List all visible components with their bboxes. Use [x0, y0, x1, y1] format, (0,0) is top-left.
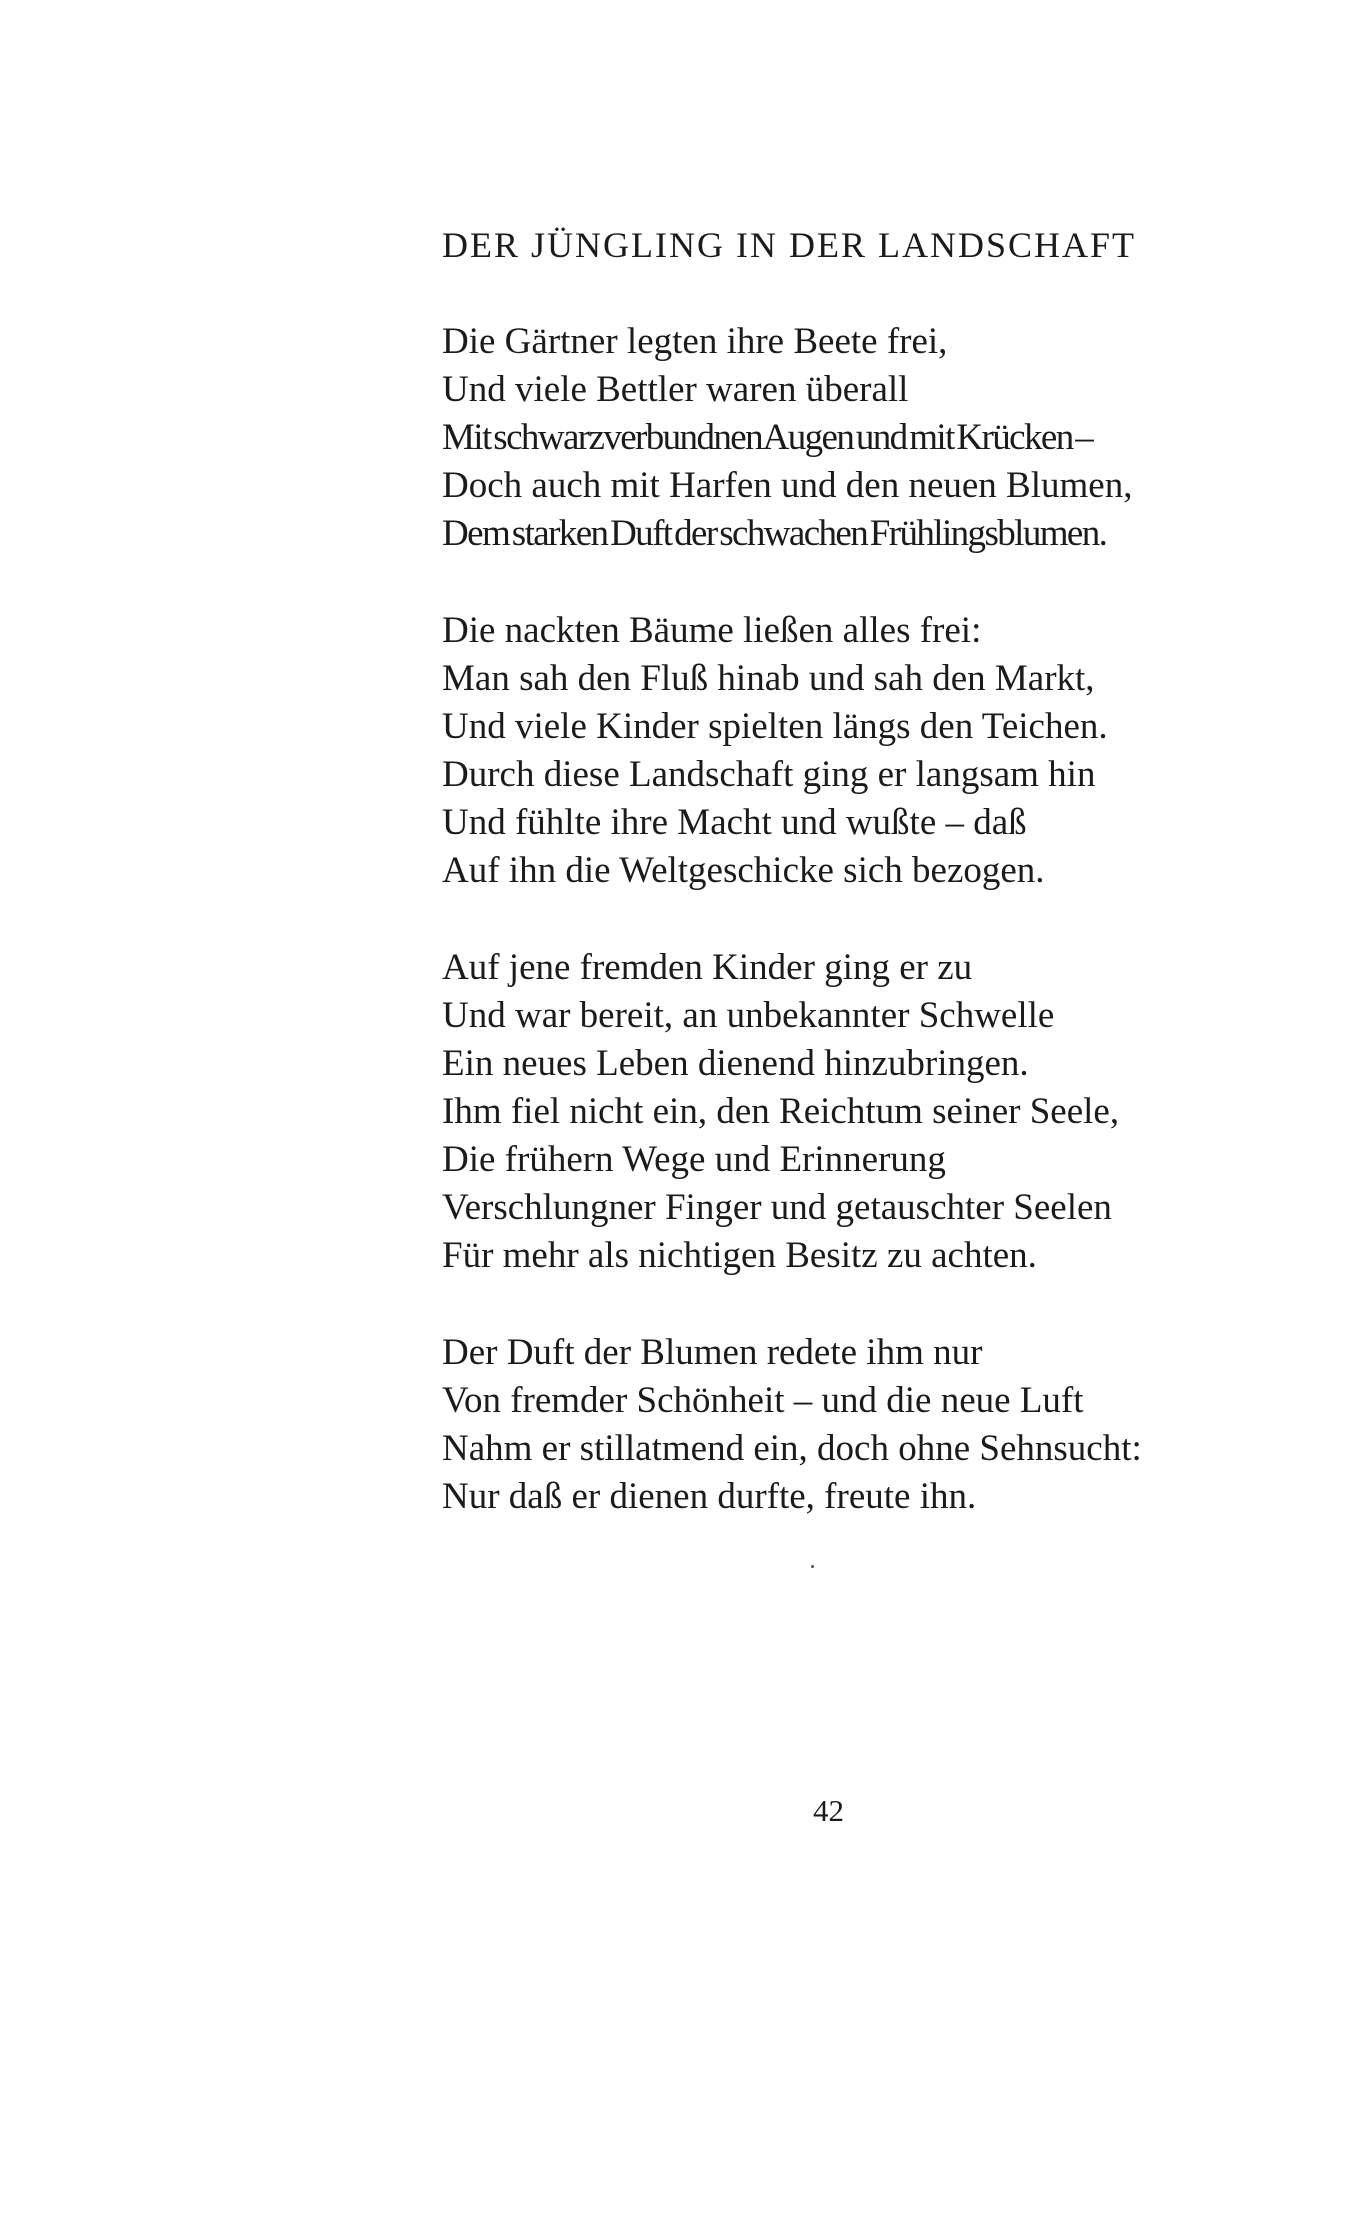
poem-line: Die Gärtner legten ihre Beete frei, [442, 321, 948, 362]
poem-line: Die nackten Bäume ließen alles frei: [442, 610, 982, 651]
poem-line: Die frühern Wege und Erinnerung [442, 1139, 946, 1180]
poem-line: Und fühlte ihre Macht und wußte – daß [442, 802, 1027, 843]
poem-line: Man sah den Fluß hinab und sah den Markt, [442, 658, 1095, 699]
poem-title: DER JÜNGLING IN DER LANDSCHAFT [442, 225, 1136, 265]
poem-line: Und viele Bettler waren überall [442, 369, 909, 410]
poem-line: Mit schwarzverbundnen Augen und mit Krücken – [442, 417, 1093, 458]
poem-line: Ein neues Leben dienend hinzubringen. [442, 1043, 1029, 1084]
poem-line: Der Duft der Blumen redete ihm nur [442, 1332, 983, 1373]
poem-line: Für mehr als nichtigen Besitz zu achten. [442, 1235, 1037, 1276]
poem-line: Auf ihn die Weltgeschicke sich bezogen. [442, 850, 1045, 891]
poem-line: Und viele Kinder spielten längs den Teichen. [442, 706, 1108, 747]
print-speck [811, 1565, 814, 1568]
page-number: 42 [813, 1793, 844, 1828]
poem-line: Verschlungner Finger und getauschter Seelen [442, 1187, 1112, 1228]
poem-line: Durch diese Landschaft ging er langsam hin [442, 754, 1096, 795]
poem-body [442, 318, 1262, 1570]
poem-line: Doch auch mit Harfen und den neuen Blumen, [442, 465, 1133, 506]
stanza-3 [442, 944, 1262, 1280]
poem-line: Auf jene fremden Kinder ging er zu [442, 947, 973, 988]
stanza-4 [442, 1329, 1262, 1521]
poem-line: Ihm fiel nicht ein, den Reichtum seiner Seele, [442, 1091, 1120, 1132]
poem-line: Nahm er stillatmend ein, doch ohne Sehnsucht: [442, 1428, 1142, 1469]
poem-line: Nur daß er dienen durfte, freute ihn. [442, 1476, 977, 1517]
poem-line: Und war bereit, an unbekannter Schwelle [442, 995, 1055, 1036]
stanza-1 [442, 318, 1262, 558]
poem-line: Dem starken Duft der schwachen Frühlingsblumen. [442, 513, 1107, 554]
stanza-2 [442, 607, 1262, 895]
poem-line: Von fremder Schönheit – und die neue Luft [442, 1380, 1084, 1421]
